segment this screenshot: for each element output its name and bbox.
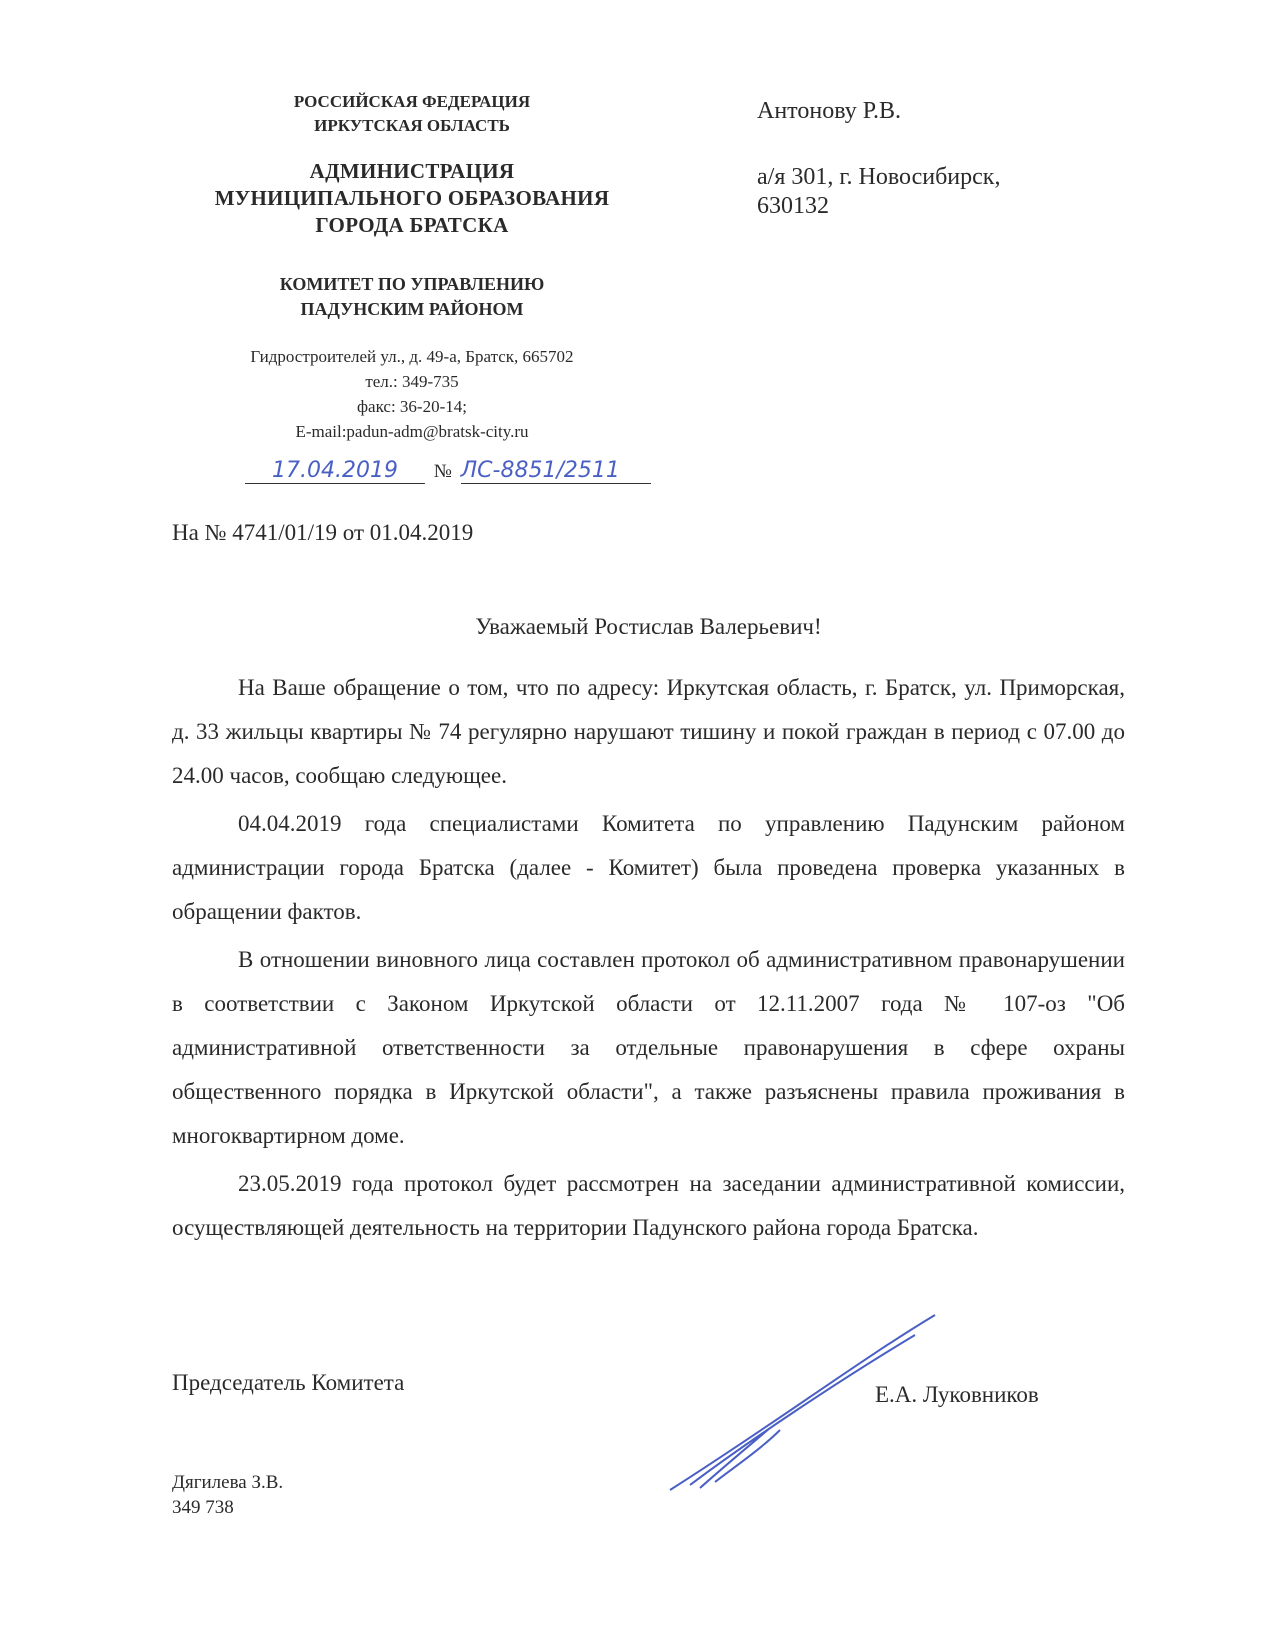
letterhead-administration [172, 158, 652, 239]
fax: факс: 36-20-14; [357, 397, 467, 416]
greeting: Уважаемый Ростислав Валерьевич! [475, 614, 822, 639]
recipient-postcode: 630132 [757, 193, 829, 219]
executor-phone: 349 738 [172, 1497, 234, 1518]
recipient-address-line: а/я 301, г. Новосибирск, [757, 164, 1001, 190]
outgoing-registration [245, 458, 651, 484]
admin-line: МУНИЦИПАЛЬНОГО ОБРАЗОВАНИЯ [214, 186, 610, 210]
letterhead-contacts [172, 344, 652, 444]
admin-line: ГОРОДА БРАТСКА [315, 213, 509, 237]
letter-body [172, 666, 1125, 1250]
reference: На № 4741/01/19 от 01.04.2019 [172, 520, 474, 545]
paragraph: 23.05.2019 года протокол будет рассмотрен на заседании административной комиссии, осуществляющей деятельность на территории Падунского района города Братска. [172, 1171, 1125, 1240]
paragraph: 04.04.2019 года специалистами Комитета по управлению Падунским районом администрации города Братска (далее - Комитет) была проведена проверка указанных в обращении фактов. [172, 811, 1125, 924]
executor-name: Дягилева З.В. [172, 1472, 284, 1493]
outgoing-date: 17.04.2019 [245, 458, 425, 484]
signatory-position: Председатель Комитета [172, 1370, 405, 1395]
address: Гидростроителей ул., д. 49-а, Братск, 665702 [250, 347, 574, 366]
phone: тел.: 349-735 [365, 372, 459, 391]
recipient-name: Антонову Р.В. [757, 98, 902, 124]
letterhead-committee [172, 272, 652, 322]
number-sign: № [433, 461, 452, 482]
country-name: РОССИЙСКАЯ ФЕДЕРАЦИЯ [293, 92, 531, 111]
committee-line: ПАДУНСКИМ РАЙОНОМ [300, 299, 524, 319]
letterhead-country [172, 90, 652, 138]
email: E-mail:padun-adm@bratsk-city.ru [295, 422, 529, 441]
signatory-name: Е.А. Луковников [875, 1382, 1039, 1407]
admin-line: АДМИНИСТРАЦИЯ [309, 159, 515, 183]
paragraph: В отношении виновного лица составлен протокол об административном правонарушении в соответствии с Законом Иркутской области от 12.11.2007 года № 107-оз "Об административной ответственности за отдельные правонарушения в сфере охраны общественного порядка в Иркутской области", а также разъяснены правила проживания в многоквартирном доме. [172, 947, 1125, 1148]
paragraph: На Ваше обращение о том, что по адресу: Иркутская область, г. Братск, ул. Приморская, д. 33 жильцы квартиры № 74 регулярно нарушают тишину и покой граждан в период с 07.00 до 24.00 часов, сообщаю следующее. [172, 675, 1125, 788]
region-name: ИРКУТСКАЯ ОБЛАСТЬ [314, 116, 510, 135]
recipient-address [757, 163, 1000, 221]
outgoing-number: ЛС-8851/2511 [461, 458, 651, 484]
executor [172, 1470, 283, 1520]
committee-line: КОМИТЕТ ПО УПРАВЛЕНИЮ [279, 274, 545, 294]
